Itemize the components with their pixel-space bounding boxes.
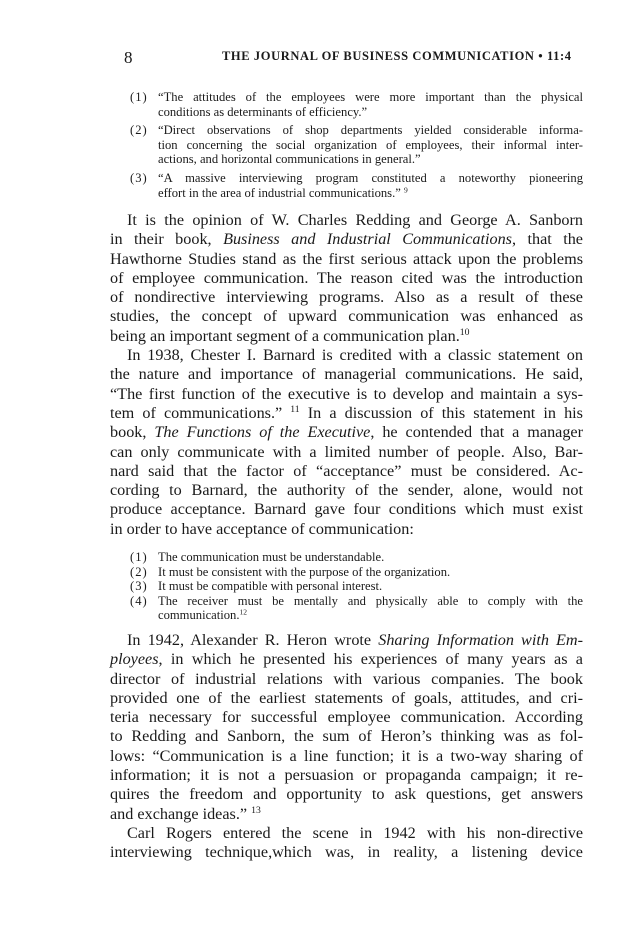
text-run: The receiver must be mentally and physically able to comply with the (158, 593, 583, 608)
italic-title: The Functions of the Executive (154, 423, 371, 442)
text-run: In 1942, Alexander R. Heron wrote (127, 631, 379, 649)
text-run: actions, and horizontal communications in general.” (158, 152, 421, 167)
italic-title: Business and Industrial Communications (223, 230, 512, 249)
list-line (110, 565, 583, 580)
text-run: tem of communications.” (110, 403, 291, 422)
text-line (110, 365, 583, 384)
list-item (110, 550, 583, 565)
text-run: , in which he presented his experiences of many years as a (158, 650, 583, 669)
text-run: “Direct observations of shop departments yielded considerable informa- (158, 123, 583, 138)
text-run: quires the freedom and opportunity to ask questions, get answers (110, 785, 583, 804)
text-run: It must be compatible with personal interest. (158, 579, 383, 594)
text-line (110, 631, 583, 650)
text-run: conditions as determinants of efficiency.” (158, 104, 368, 119)
text-run: book, (110, 423, 155, 442)
text-line (110, 462, 583, 481)
text-line (110, 250, 583, 269)
text-line (110, 766, 583, 785)
text-line (110, 307, 583, 326)
text-line (110, 747, 583, 766)
barnard-conditions-list (110, 550, 583, 623)
text-line (110, 689, 583, 708)
paragraph (110, 824, 583, 863)
text-line (110, 727, 583, 746)
text-run: In a discussion of this statement in his (299, 403, 583, 422)
quoted-findings-list (110, 90, 583, 204)
text-line (110, 805, 583, 824)
list-line (110, 186, 583, 201)
text-run: of nondirective interviewing programs. Also as a result of these (110, 288, 583, 307)
text-run: communication. (158, 608, 240, 623)
text-run: provided one of the earliest statements of goals, attitudes, and cri- (110, 688, 583, 707)
footnote-reference: 9 (403, 185, 408, 195)
text-run: and exchange ideas.” (110, 804, 252, 823)
text-run: cording to Barnard, the authority of the sender, alone, would not (110, 481, 583, 500)
list-line (110, 579, 583, 594)
list-number: (2) (130, 564, 148, 579)
list-line (110, 550, 583, 565)
list-item (110, 171, 583, 200)
text-line (110, 520, 583, 539)
text-run: studies, the concept of upward communication was enhanced as (110, 307, 583, 326)
text-run: of employee communication. The reason cited was the introduction (110, 268, 583, 287)
text-run: It must be consistent with the purpose of the organization. (158, 564, 451, 579)
italic-title: Sharing Information with Em- (378, 631, 583, 649)
list-line (110, 123, 583, 138)
list-line (110, 608, 583, 623)
footnote-reference: 11 (290, 404, 300, 416)
text-line (110, 288, 583, 307)
text-run: “A massive interviewing program constituted a noteworthy pioneering (158, 170, 583, 185)
list-number: (1) (130, 550, 148, 564)
text-line (110, 670, 583, 689)
list-number: (1) (130, 90, 148, 104)
text-run: In 1938, Chester I. Barnard is credited with a classic statement on (127, 346, 583, 365)
list-item (110, 594, 583, 623)
text-run: Hawthorne Studies stand as the first serious attack upon the problems (110, 249, 583, 268)
list-number: (4) (130, 593, 148, 608)
text-run: in order to have acceptance of communication: (110, 519, 414, 538)
text-line (110, 230, 583, 249)
running-header: THE JOURNAL OF BUSINESS COMMUNICATION • 11:4 (222, 49, 572, 63)
page-number: 8 (124, 48, 133, 67)
list-line (110, 105, 583, 120)
text-line (110, 443, 583, 462)
footnote-reference: 12 (239, 607, 248, 617)
footnote-reference: 13 (251, 804, 261, 816)
text-run: The communication must be understandable. (158, 550, 385, 564)
text-run: , that the (511, 230, 583, 249)
text-run: to Redding and Sanborn, the sum of Heron’s thinking was as fol- (110, 727, 583, 746)
text-run: It is the opinion of W. Charles Redding and George A. Sanborn (127, 211, 583, 229)
text-run: in their book, (110, 230, 224, 249)
text-run: effort in the area of industrial communications.” (158, 185, 404, 200)
text-run: nard said that the factor of “acceptance” must be considered. Ac- (110, 461, 583, 480)
text-run: lows: “Communication is a line function; it is a two-way sharing of (110, 746, 583, 765)
text-line (110, 481, 583, 500)
list-number: (2) (130, 123, 148, 138)
list-item (110, 90, 583, 119)
list-item (110, 579, 583, 594)
text-line (110, 385, 583, 404)
italic-title: ployees (110, 650, 159, 669)
text-run: being an important segment of a communication plan. (110, 326, 460, 345)
body-text-section-1 (110, 211, 583, 539)
text-run: interviewing technique,which was, in reality, a listening device (110, 843, 583, 862)
text-run: produce acceptance. Barnard gave four conditions which must exist (110, 500, 583, 519)
text-run: director of industrial relations with various companies. The book (110, 669, 583, 688)
body-text-section-2 (110, 631, 583, 863)
paragraph (110, 631, 583, 824)
text-line (110, 211, 583, 230)
list-number: (3) (130, 170, 148, 185)
list-line (110, 594, 583, 609)
list-line (110, 90, 583, 105)
text-line (110, 785, 583, 804)
list-line (110, 171, 583, 186)
paragraph (110, 211, 583, 346)
text-line (110, 269, 583, 288)
text-line (110, 843, 583, 862)
text-run: Carl Rogers entered the scene in 1942 with his non-directive (127, 823, 583, 842)
text-run: the nature and importance of managerial communications. He said, (110, 365, 583, 384)
text-line (110, 824, 583, 843)
text-run: , he contended that a manager (370, 423, 584, 442)
text-line (110, 423, 583, 442)
text-run: teria necessary for successful employee communication. According (110, 708, 583, 727)
list-line (110, 152, 583, 167)
text-run: information; it is not a persuasion or propaganda campaign; it re- (110, 766, 583, 785)
list-number: (3) (130, 579, 148, 594)
text-line (110, 327, 583, 346)
text-line (110, 650, 583, 669)
text-line (110, 708, 583, 727)
text-line (110, 404, 583, 423)
text-run: can only communicate with a limited number of people. Also, Bar- (110, 442, 583, 461)
paragraph (110, 346, 583, 539)
list-item (110, 123, 583, 167)
text-line (110, 500, 583, 519)
footnote-reference: 10 (459, 326, 470, 338)
text-line (110, 346, 583, 365)
list-item (110, 565, 583, 580)
text-run: tion concerning the social organization of employees, their informal inter- (158, 137, 583, 152)
text-run: “The first function of the executive is to develop and maintain a sys- (110, 384, 583, 403)
list-line (110, 138, 583, 153)
text-run: “The attitudes of the employees were more important than the physical (158, 90, 583, 104)
